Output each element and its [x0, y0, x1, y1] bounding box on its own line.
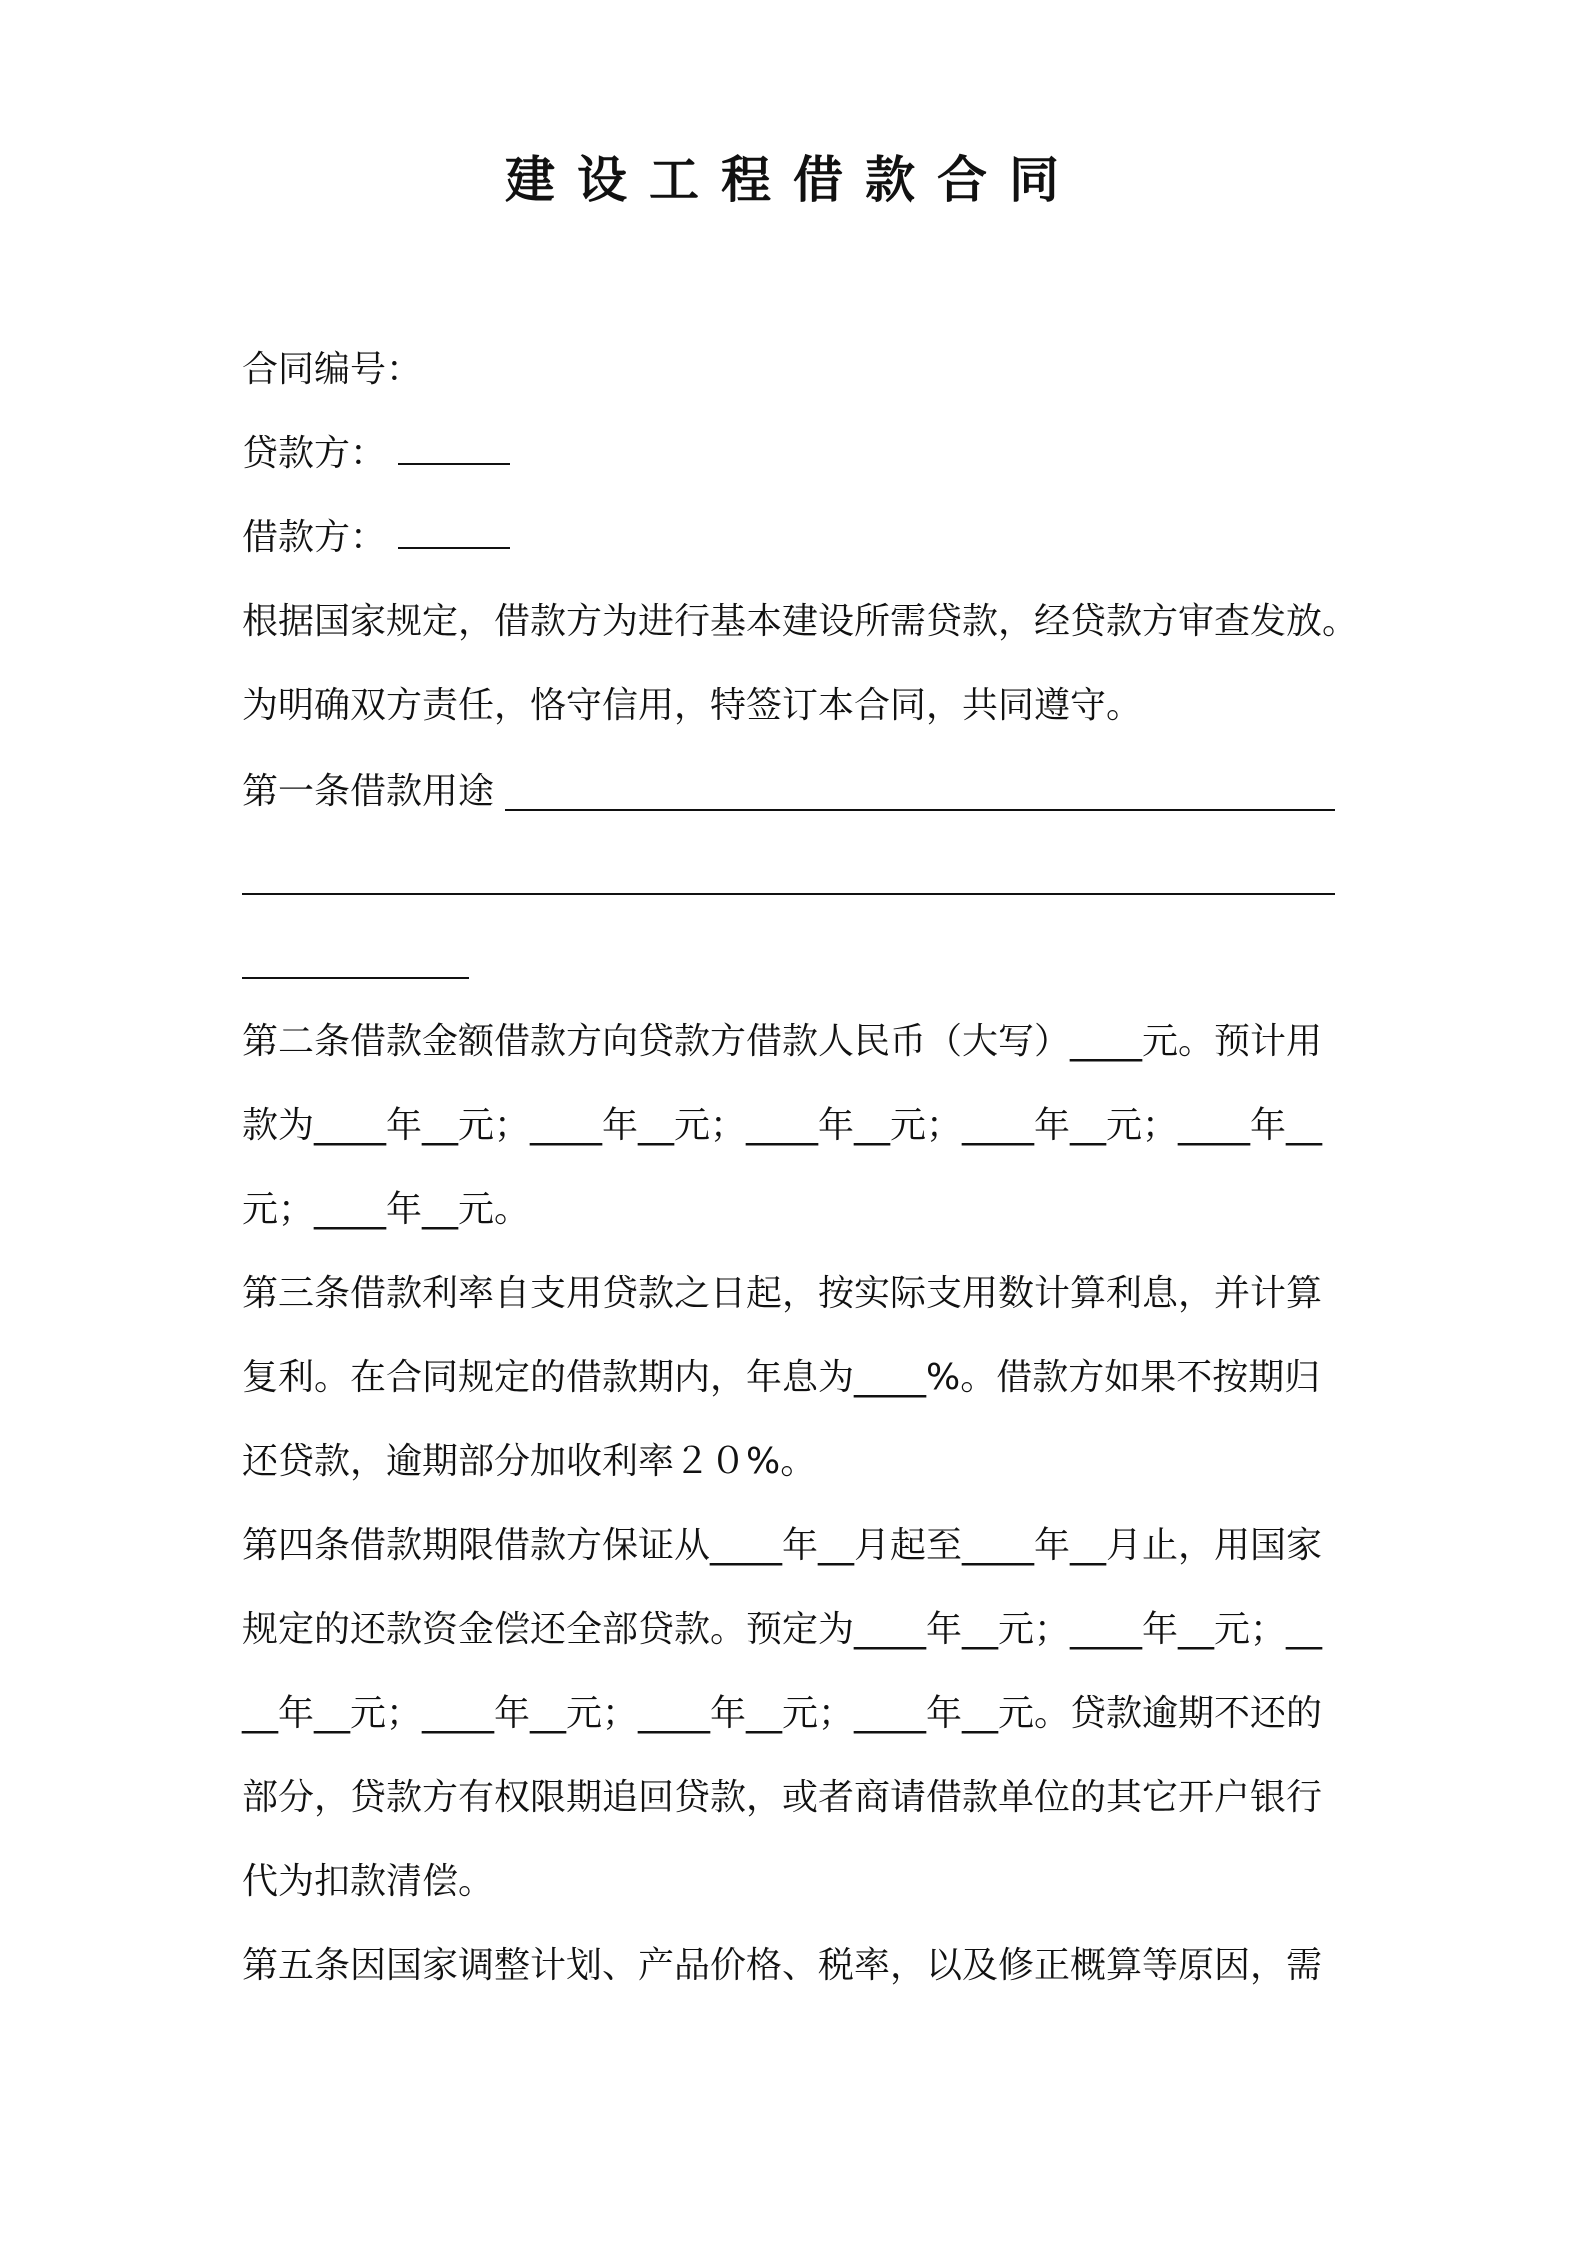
article-1-blank-line [505, 809, 1335, 811]
article-4-line: 第四条借款期限借款方保证从____年__月起至____年__月止，用国家 [242, 1525, 1323, 1566]
article-3-line: 第三条借款利率自支用贷款之日起，按实际支用数计算利息，并计算 [242, 1273, 1323, 1314]
article-2-line: 款为____年__元；____年__元；____年__元；____年__元；____年__ [242, 1105, 1322, 1146]
article-3-line: 复利。在合同规定的借款期内，年息为____%。借款方如果不按期归 [242, 1357, 1321, 1398]
contract-number-label: 合同编号： [242, 349, 423, 390]
intro-line: 为明确双方责任，恪守信用，特签订本合同，共同遵守。 [242, 685, 1143, 726]
article-1-blank-line [242, 977, 469, 979]
lender-label: 贷款方： [242, 433, 387, 474]
article-4-line: 规定的还款资金偿还全部贷款。预定为____年__元；____年__元；__ [242, 1609, 1323, 1650]
borrower-line [242, 508, 1357, 568]
borrower-label: 借款方： [242, 517, 387, 558]
article-5-line: 第五条因国家调整计划、产品价格、税率，以及修正概算等原因，需 [242, 1945, 1323, 1986]
article-4-line: 代为扣款清偿。 [242, 1861, 495, 1902]
article-3-line: 还贷款，逾期部分加收利率２０%。 [242, 1441, 817, 1482]
intro-line: 根据国家规定，借款方为进行基本建设所需贷款，经贷款方审查发放。 [242, 601, 1359, 642]
article-4-line: __年__元；____年__元；____年__元；____年__元。贷款逾期不还的 [242, 1693, 1323, 1734]
article-4-line: 部分，贷款方有权限期追回贷款，或者商请借款单位的其它开户银行 [242, 1777, 1323, 1818]
article-1-blank-line [242, 893, 1335, 895]
lender-line [242, 424, 1357, 484]
lender-blank [398, 427, 510, 465]
document-title: 建设工程借款合同 [505, 151, 1081, 209]
borrower-blank [398, 511, 510, 549]
article-2-line: 元；____年__元。 [242, 1189, 531, 1230]
article-2-line: 第二条借款金额借款方向贷款方借款人民币（大写）____元。预计用 [242, 1021, 1323, 1062]
article-1-label: 第一条借款用途 [242, 771, 495, 812]
